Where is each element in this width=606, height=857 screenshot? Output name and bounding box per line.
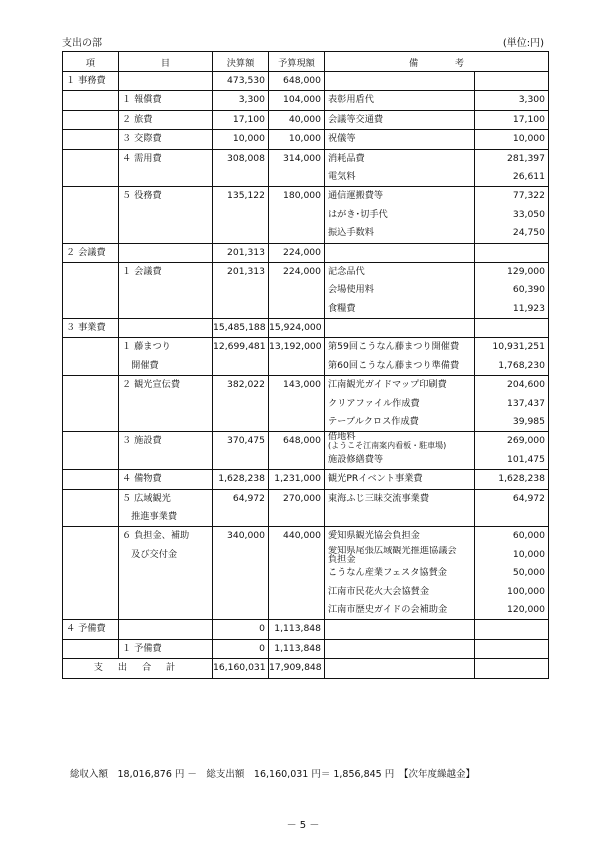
remark-line: 観光PRイベント事業費 [328,473,423,485]
group-row [63,319,549,338]
cell-line: 3,300 [238,94,265,106]
amount-line: 101,475 [507,453,545,465]
cell-line: ５ 役務費 [122,190,162,202]
sub-item-empty [63,639,119,658]
cell-line: 473,530 [227,75,265,86]
sub-label [119,432,213,470]
remark-text [325,262,475,318]
remark-line: 江南市民花火大会協賛金 [328,585,430,597]
remark-line: 記念品代 [328,265,365,277]
group-remark-empty [325,620,475,639]
remark-line: はがき･切手代 [328,208,388,220]
cell-line: 314,000 [283,152,321,164]
cell-line: 1,113,848 [274,623,321,635]
sub-item-empty [63,376,119,432]
remark-line: 電気料 [328,170,356,182]
page-header [62,34,544,50]
col-header-remarks: 備 考 [325,52,549,72]
remark-amount [475,639,549,658]
sub-settled [213,338,269,376]
cell-line: 17,100 [232,113,265,125]
amount-line: 281,397 [507,152,545,164]
group-row [63,243,549,262]
cell-line: 648,000 [283,75,321,86]
cell-line: ４ 需用費 [122,152,162,164]
cell-line: 180,000 [283,190,321,202]
remark-amount [475,110,549,129]
cell-line: 1,231,000 [274,473,321,485]
remark-amount [475,527,549,620]
group-remark-empty [325,72,475,91]
amount-line: 204,600 [507,379,545,391]
cell-line: 201,313 [227,265,265,277]
cell-line: 及び交付金 [122,548,178,560]
group-budget [269,72,325,91]
group-label [63,319,119,338]
amount-line: 10,000 [512,133,545,145]
sub-budget [269,470,325,489]
remark-line-sub: 負担金 [328,553,356,565]
remark-line: 会議等交通費 [328,113,384,125]
group-amount-empty [475,319,549,338]
sub-item-empty [63,130,119,149]
sub-budget [269,489,325,527]
amount-line: 129,000 [507,265,545,277]
cell-line: ２ 旅費 [122,113,153,125]
remark-text [325,130,475,149]
remark-line: 第59回こうなん藤まつり開催費 [328,341,460,353]
sub-item-empty [63,110,119,129]
group-budget [269,319,325,338]
amount-line: 3,300 [518,94,545,106]
remark-amount [475,262,549,318]
amount-line: 1,768,230 [498,359,545,371]
sub-row [63,376,549,432]
col-header-settled: 決算額 [213,52,269,72]
group-settled [213,319,269,338]
group-sub-empty [119,243,213,262]
group-row [63,72,549,91]
total-amount-empty [475,659,549,678]
remark-text [325,187,475,243]
cell-line: 1,628,238 [218,473,265,485]
table-header-row [63,52,549,72]
sub-label [119,262,213,318]
cell-line: 12,699,481 [213,341,266,353]
col-header-sub: 目 [119,52,213,72]
cell-line: 104,000 [283,94,321,106]
sub-label [119,110,213,129]
sub-settled [213,432,269,470]
cell-line: ３ 事業費 [66,322,106,334]
remark-text [325,91,475,110]
sub-budget [269,130,325,149]
group-label [63,620,119,639]
page-number: － 5 － [286,820,320,831]
amount-line: 77,322 [512,190,545,202]
remark-text [325,376,475,432]
remark-amount [475,470,549,489]
total-budget: 17,909,848 [269,659,325,678]
cell-line: 135,122 [227,190,265,202]
cell-line: ２ 観光宣伝費 [122,379,181,391]
remark-text [325,470,475,489]
group-settled [213,72,269,91]
sub-label [119,91,213,110]
sub-row [63,110,549,129]
total-label: 支 出 合 計 [63,659,213,678]
remark-text [325,639,475,658]
remark-line-main: 愛知県尾張広域観光推進協議会 [328,545,457,556]
remark-amount [475,338,549,376]
remark-text [325,489,475,527]
amount-line: 64,972 [512,492,545,504]
sub-label [119,338,213,376]
sub-label [119,527,213,620]
cell-line: ２ 会議費 [66,246,106,258]
remark-amount [475,187,549,243]
group-sub-empty [119,72,213,91]
balance-summary: 総収入額 18,016,876 円 － 総支出額 16,160,031 円＝ 1,856,845 円 【次年度繰越金】 [70,769,475,780]
remark-line: 通信運搬費等 [328,190,384,202]
sub-item-empty [63,91,119,110]
table-body [63,72,549,659]
amount-line: 10,931,251 [492,341,545,353]
sub-label [119,470,213,489]
sub-settled [213,489,269,527]
group-remark-empty [325,319,475,338]
remark-amount [475,489,549,527]
group-label [63,72,119,91]
unit-label: (単位:円) [502,38,544,49]
sub-label [119,376,213,432]
amount-line: 39,985 [512,416,545,428]
sub-budget [269,110,325,129]
sub-label [119,187,213,243]
sub-item-empty [63,262,119,318]
group-remark-empty [325,243,475,262]
sub-budget [269,262,325,318]
sub-row [63,338,549,376]
cell-line: 143,000 [283,379,321,391]
remark-line: 祝儀等 [328,133,356,145]
remark-text [325,527,475,620]
group-budget [269,620,325,639]
sub-item-empty [63,489,119,527]
remark-line: 愛知県観光協会負担金 [328,530,420,542]
sub-row [63,91,549,110]
expenditure-table [62,51,549,679]
sub-budget [269,338,325,376]
cell-line: 340,000 [227,530,265,542]
group-settled [213,243,269,262]
cell-line: 15,924,000 [269,322,322,334]
cell-line: １ 藤まつり [122,341,171,353]
remark-line [325,546,474,564]
cell-line: 1,113,848 [274,642,321,654]
remark-amount [475,91,549,110]
group-sub-empty [119,620,213,639]
sub-item-empty [63,338,119,376]
sub-item-empty [63,432,119,470]
cell-line: １ 報償費 [122,94,162,106]
amount-line: 100,000 [507,585,545,597]
col-header-item: 項 [63,52,119,72]
sub-settled [213,262,269,318]
group-amount-empty [475,72,549,91]
col-header-budget: 予算現額 [269,52,325,72]
remark-line-sub: (ようこそ江南案内看板・駐車場) [328,441,447,451]
remark-line: こうなん産業フェスタ協賛金 [328,567,447,579]
sub-budget [269,187,325,243]
sub-settled [213,110,269,129]
sub-label [119,149,213,187]
sub-item-empty [63,187,119,243]
sub-row [63,470,549,489]
sub-budget [269,432,325,470]
cell-line: 224,000 [283,265,321,277]
amount-line: 60,390 [512,284,545,296]
group-amount-empty [475,243,549,262]
cell-line: 270,000 [283,492,321,504]
cell-line: 440,000 [283,530,321,542]
cell-line: 13,192,000 [269,341,322,353]
remark-line-main: 借地料 [328,432,356,443]
remark-line: 表彰用盾代 [328,94,374,106]
cell-line: 0 [259,642,265,654]
remark-amount [475,130,549,149]
sub-row [63,262,549,318]
cell-line: 370,475 [227,435,265,447]
cell-line: １ 会議費 [122,265,162,277]
group-settled [213,620,269,639]
sub-budget [269,149,325,187]
remark-amount [475,376,549,432]
sub-row [63,187,549,243]
sub-settled [213,130,269,149]
sub-settled [213,91,269,110]
sub-item-empty [63,149,119,187]
sub-settled [213,187,269,243]
sub-label [119,130,213,149]
remark-amount [475,432,549,470]
sub-item-empty [63,527,119,620]
cell-line: 開催費 [122,359,159,371]
sub-row [63,639,549,658]
amount-line: 26,611 [512,170,545,182]
sub-row [63,489,549,527]
sub-label [119,639,213,658]
cell-line: 0 [259,623,265,635]
cell-line: 15,485,188 [213,322,266,334]
remark-line: クリアファイル作成費 [328,397,420,409]
remark-line: 会場使用料 [328,284,374,296]
amount-line: 24,750 [512,227,545,239]
cell-line: 308,008 [227,152,265,164]
remark-line: テーブルクロス作成費 [328,416,419,428]
sub-budget [269,376,325,432]
amount-line: 137,437 [507,397,545,409]
sub-item-empty [63,470,119,489]
amount-line: 269,000 [507,435,545,447]
sub-settled [213,639,269,658]
sub-settled [213,470,269,489]
cell-line: ３ 施設費 [122,435,162,447]
total-remarks-empty [325,659,475,678]
cell-line: １ 予備費 [122,642,162,654]
total-settled: 16,160,031 [213,659,269,678]
remark-amount [475,149,549,187]
sub-row [63,432,549,470]
amount-line: 1,628,238 [498,473,545,485]
amount-line: 50,000 [512,567,545,579]
cell-line: 10,000 [232,133,265,145]
cell-line: ４ 備物費 [122,473,162,485]
sub-row [63,149,549,187]
sub-budget [269,527,325,620]
remark-line: 施設修繕費等 [328,453,384,465]
total-row [63,659,549,678]
cell-line: 10,000 [288,133,321,145]
sub-settled [213,527,269,620]
cell-line: 648,000 [283,435,321,447]
group-budget [269,243,325,262]
remark-line: 食糧費 [328,302,356,314]
remark-line: 第60回こうなん藤まつり準備費 [328,359,460,371]
cell-line: ６ 負担金、補助 [122,530,190,542]
amount-line: 120,000 [507,603,545,615]
cell-line: ３ 交際費 [122,133,162,145]
remark-line [325,432,474,450]
remark-text [325,149,475,187]
amount-line: 33,050 [512,208,545,220]
sub-row [63,527,549,620]
cell-line: ４ 予備費 [66,623,106,635]
group-sub-empty [119,319,213,338]
sub-label [119,489,213,527]
sub-settled [213,149,269,187]
amount-line: 17,100 [512,113,545,125]
remark-text [325,110,475,129]
cell-line: 224,000 [283,246,321,258]
remark-line: 江南観光ガイドマップ印刷費 [328,379,447,391]
amount-line: 60,000 [512,530,545,542]
sub-budget [269,91,325,110]
cell-line: 201,313 [227,246,265,258]
cell-line: ５ 広域観光 [122,492,171,504]
cell-line: 推進事業費 [122,510,178,522]
remark-line: 東海ふじ三昧交流事業費 [328,492,430,504]
group-row [63,620,549,639]
amount-line: 10,000 [512,548,545,560]
remark-text [325,338,475,376]
sub-budget [269,639,325,658]
amount-line: 11,923 [512,302,545,314]
cell-line: 382,022 [227,379,265,391]
remark-line: 江南市歴史ガイドの会補助金 [328,603,448,615]
cell-line: １ 事務費 [66,75,106,86]
remark-line: 振込手数料 [328,227,374,239]
group-label [63,243,119,262]
cell-line: 64,972 [232,492,265,504]
sub-settled [213,376,269,432]
section-title: 支出の部 [62,38,102,49]
remark-text [325,432,475,470]
group-amount-empty [475,620,549,639]
remark-line: 消耗品費 [328,152,365,164]
sub-row [63,130,549,149]
cell-line: 40,000 [288,113,321,125]
